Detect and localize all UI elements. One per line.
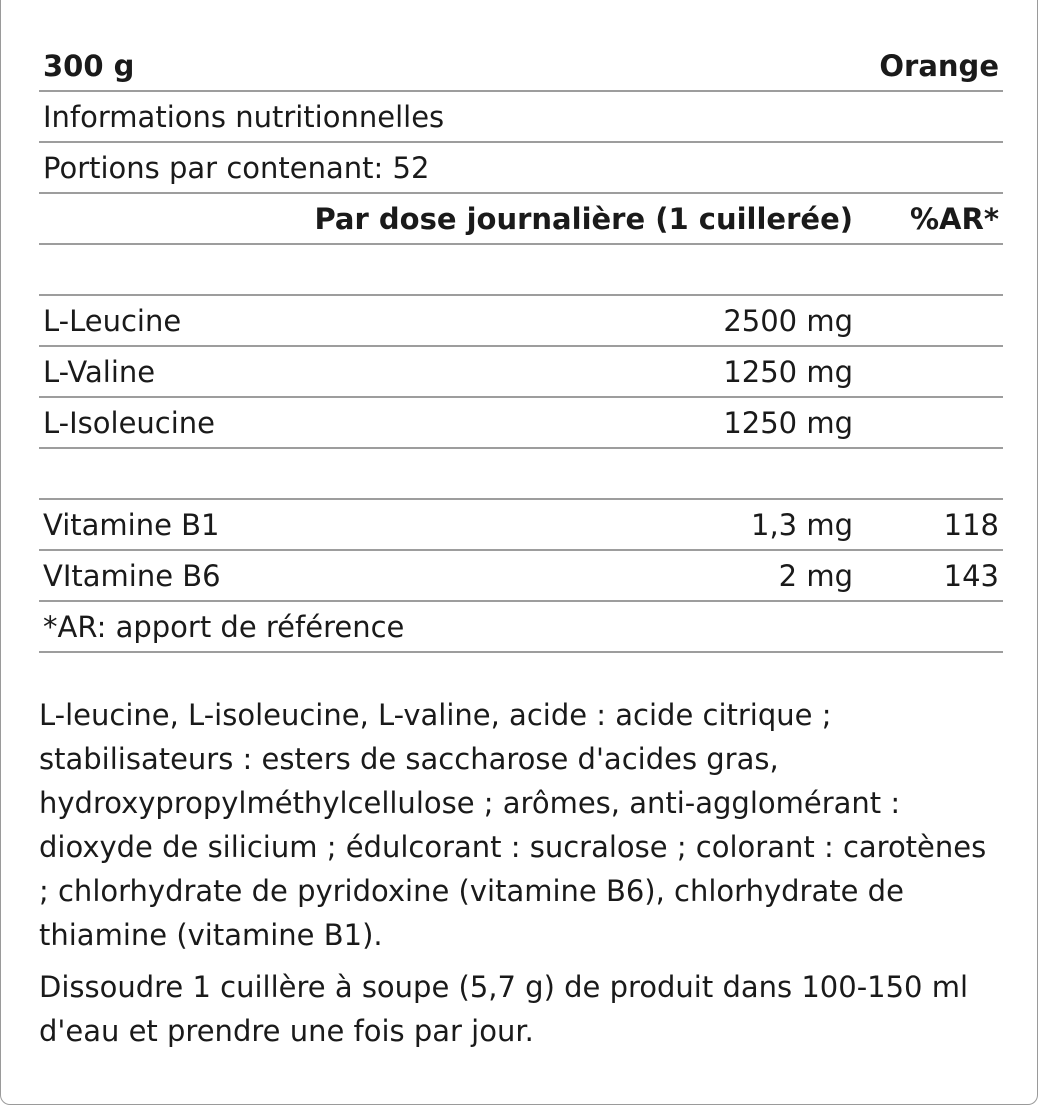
nutrient-name: L-Isoleucine xyxy=(43,406,216,440)
column-header-ar: %AR* xyxy=(910,202,999,236)
nutrient-ar: 118 xyxy=(943,508,999,542)
column-header-row xyxy=(39,194,1003,245)
table-row xyxy=(39,296,1003,347)
spacer-row xyxy=(39,245,1003,296)
servings-per-container: Portions par contenant: 52 xyxy=(43,151,430,185)
product-weight: 300 g xyxy=(43,49,135,83)
table-row xyxy=(39,500,1003,551)
nutrition-title: Informations nutritionnelles xyxy=(43,100,445,134)
spacer-row xyxy=(39,449,1003,500)
table-row xyxy=(39,551,1003,602)
nutrient-amount: 1250 mg xyxy=(723,355,853,389)
instructions-text: Dissoudre 1 cuillère à soupe (5,7 g) de produit dans 100-150 ml d'eau et prendre une fois par jour. xyxy=(39,970,969,1048)
nutrition-title-row xyxy=(39,92,1003,143)
nutrition-table xyxy=(39,41,1003,653)
nutrient-name: VItamine B6 xyxy=(43,559,221,593)
nutrient-amount: 2 mg xyxy=(778,559,853,593)
table-row xyxy=(39,398,1003,449)
nutrient-ar: 143 xyxy=(943,559,999,593)
nutrient-name: Vitamine B1 xyxy=(43,508,220,542)
servings-row xyxy=(39,143,1003,194)
footnote: *AR: apport de référence xyxy=(43,610,405,644)
nutrient-amount: 1250 mg xyxy=(723,406,853,440)
nutrient-amount: 2500 mg xyxy=(723,304,853,338)
ingredients-text: L-leucine, L-isoleucine, L-valine, acide : acide citrique ; stabilisateurs : esters de saccharose d'acides gras, hydroxypropylméthylcellulose ; arômes, anti-agglomérant : dioxyde de silicium ; édulcorant : sucralose ; colorant : carotènes ; chlorhydrate de pyridoxine (vitamine B6), chlorhydrate de thiamine (vitamine B1). xyxy=(39,698,987,952)
nutrient-name: L-Valine xyxy=(43,355,156,389)
nutrient-amount: 1,3 mg xyxy=(751,508,853,542)
table-row xyxy=(39,347,1003,398)
nutrient-name: L-Leucine xyxy=(43,304,182,338)
product-flavor: Orange xyxy=(879,49,999,83)
footnote-row xyxy=(39,602,1003,653)
header-row xyxy=(39,41,1003,92)
column-header-dose: Par dose journalière (1 cuillerée) xyxy=(314,202,853,236)
